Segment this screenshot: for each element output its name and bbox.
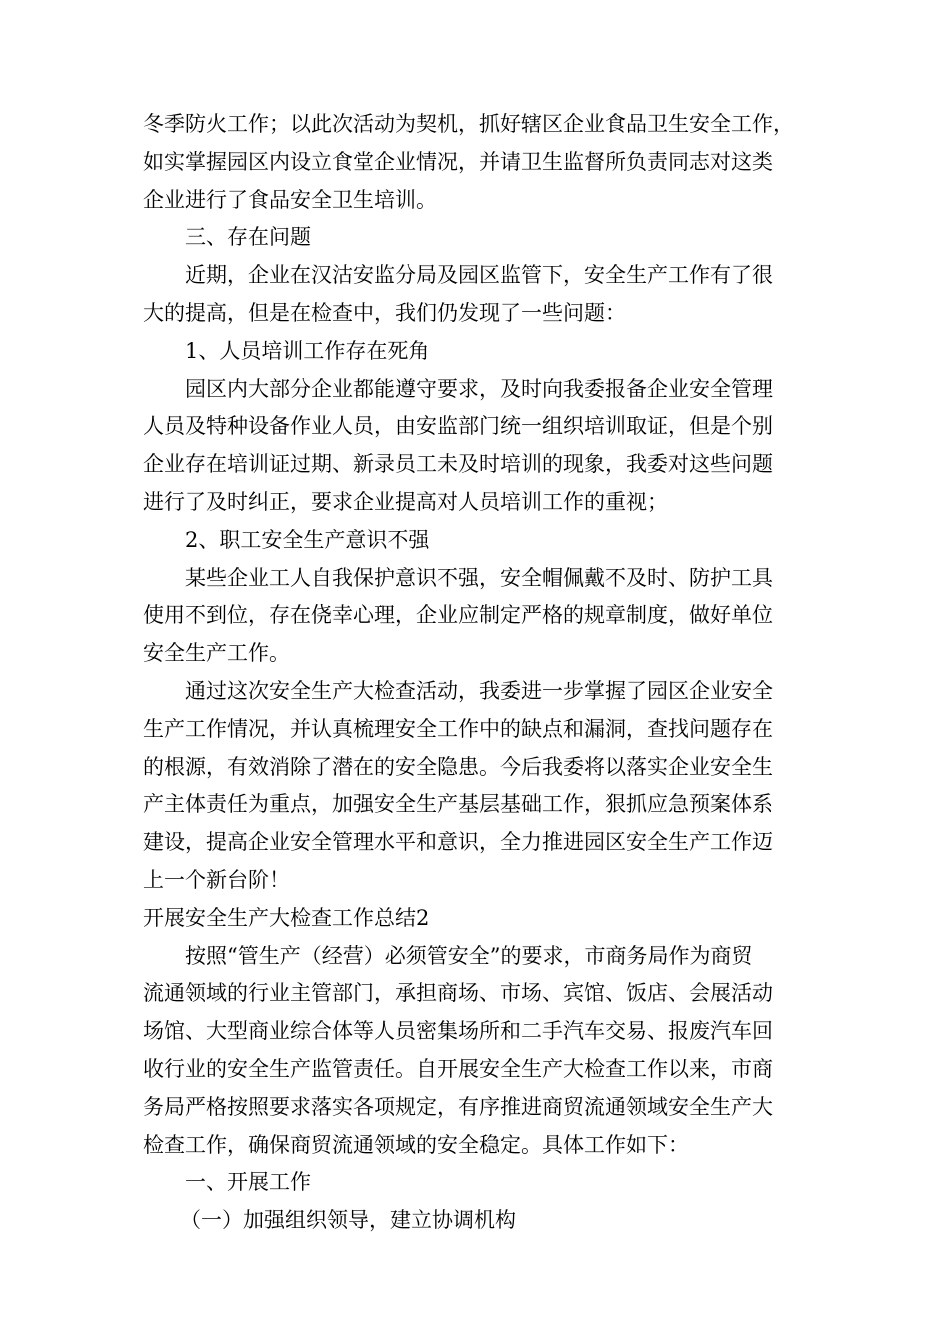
document-body — [143, 106, 808, 1240]
text-line: 企业存在培训证过期、新录员工未及时培训的现象，我委对这些问题 — [143, 452, 773, 477]
text-line: 建设，提高企业安全管理水平和意识，全力推进园区安全生产工作迈 — [143, 830, 773, 855]
text-line: 1、人员培训工作存在死角 — [185, 338, 430, 363]
text-line: 大的提高，但是在检查中，我们仍发现了一些问题： — [143, 300, 626, 325]
text-line: 流通领域的行业主管部门，承担商场、市场、宾馆、饭店、会展活动 — [143, 981, 773, 1006]
text-line: 进行了及时纠正，要求企业提高对人员培训工作的重视； — [143, 489, 668, 514]
text-line: 产主体责任为重点，加强安全生产基层基础工作，狠抓应急预案体系 — [143, 792, 773, 817]
text-line: 场馆、大型商业综合体等人员密集场所和二手汽车交易、报废汽车回 — [143, 1019, 773, 1044]
text-line: 务局严格按照要求落实各项规定，有序推进商贸流通领域安全生产大 — [143, 1094, 773, 1119]
text-line: 某些企业工人自我保护意识不强，安全帽佩戴不及时、防护工具 — [185, 565, 773, 590]
text-line: 近期，企业在汉沽安监分局及园区监管下，安全生产工作有了很 — [185, 263, 773, 288]
text-line: 检查工作，确保商贸流通领域的安全稳定。具体工作如下： — [143, 1132, 689, 1157]
text-line: 冬季防火工作；以此次活动为契机，抓好辖区企业食品卫生安全工作， — [143, 112, 794, 136]
text-line: 2、职工安全生产意识不强 — [185, 527, 430, 552]
text-line: 的根源，有效消除了潜在的安全隐患。今后我委将以落实企业安全生 — [143, 754, 773, 779]
text-line: 三、存在问题 — [185, 225, 311, 250]
text-line: 一、开展工作 — [185, 1170, 311, 1195]
text-line: 使用不到位，存在侥幸心理，企业应制定严格的规章制度，做好单位 — [143, 603, 773, 628]
text-line: 如实掌握园区内设立食堂企业情况，并请卫生监督所负责同志对这类 — [143, 149, 773, 174]
text-line: 安全生产工作。 — [143, 641, 290, 666]
text-line: 生产工作情况，并认真梳理安全工作中的缺点和漏洞，查找问题存在 — [143, 716, 773, 741]
text-line: （一）加强组织领导，建立协调机构 — [180, 1208, 516, 1233]
text-line: 上一个新台阶！ — [143, 867, 290, 892]
text-line: 企业进行了食品安全卫生培训。 — [143, 187, 437, 212]
text-line: 人员及特种设备作业人员，由安监部门统一组织培训取证，但是个别 — [143, 414, 773, 439]
text-line: 按照“管生产（经营）必须管安全”的要求，市商务局作为商贸 — [185, 943, 753, 968]
text-line: 收行业的安全生产监管责任。自开展安全生产大检查工作以来，市商 — [143, 1056, 773, 1081]
text-line: 通过这次安全生产大检查活动，我委进一步掌握了园区企业安全 — [185, 678, 773, 703]
text-line: 园区内大部分企业都能遵守要求，及时向我委报备企业安全管理 — [185, 376, 773, 401]
text-line: 开展安全生产大检查工作总结2 — [143, 905, 430, 930]
